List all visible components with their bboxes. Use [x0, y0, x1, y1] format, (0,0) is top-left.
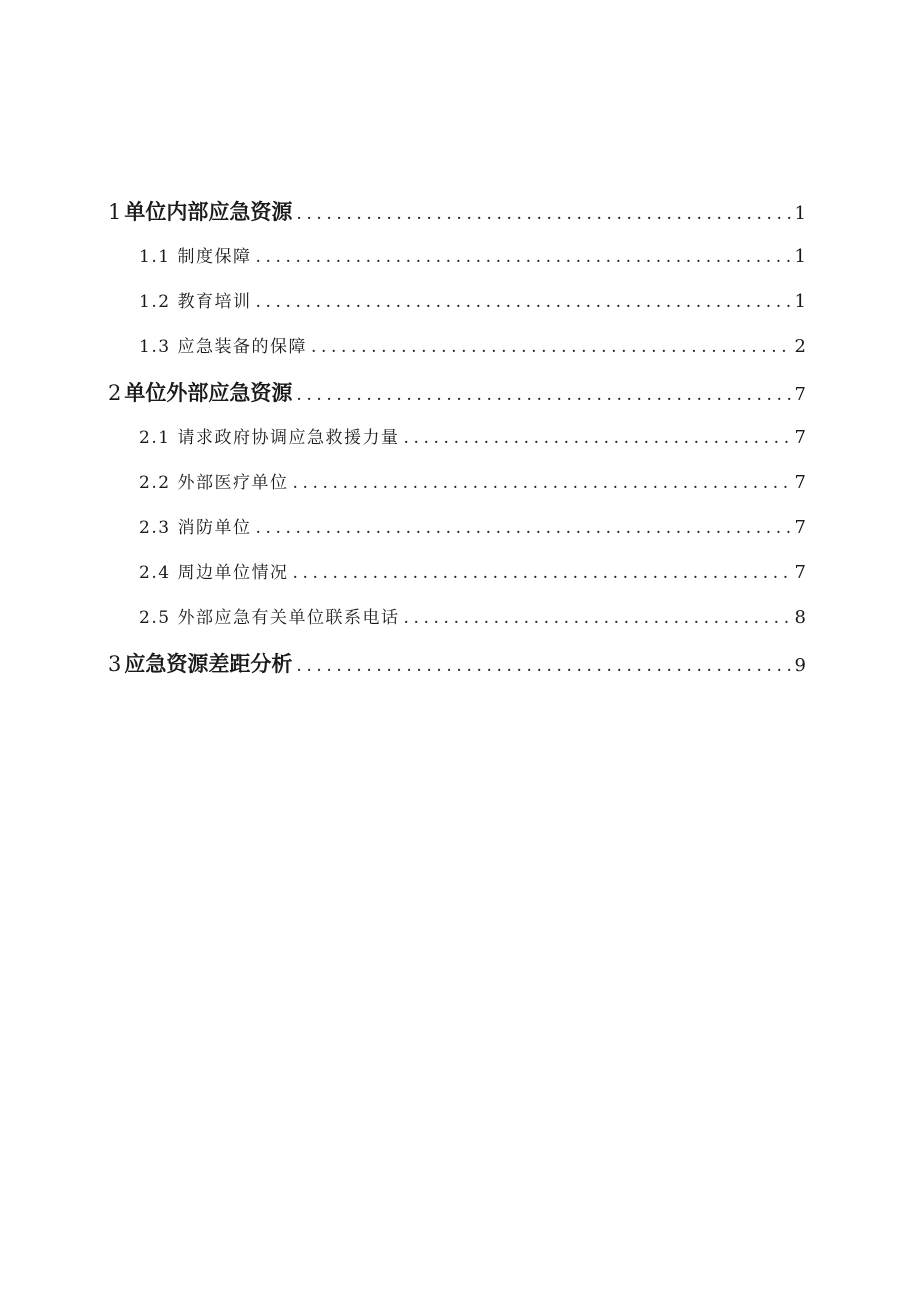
- toc-entry-2-4[interactable]: [108, 558, 806, 603]
- toc-entry-title: 外部医疗单位: [177, 473, 289, 493]
- dot-leader: [404, 428, 791, 448]
- toc-entry-title: 请求政府协调应急救援力量: [177, 428, 400, 448]
- dot-leader: [296, 204, 790, 224]
- toc-entry-title: 应急装备的保障: [177, 337, 308, 357]
- toc-entry-number: 2.3: [139, 518, 171, 538]
- toc-entry-page: 7: [794, 562, 806, 583]
- toc-entry-3[interactable]: [108, 648, 806, 694]
- toc-entry-number: 2: [108, 381, 122, 405]
- dot-leader: [311, 337, 791, 357]
- toc-entry-page: 1: [794, 203, 806, 224]
- toc-entry-title: 周边单位情况: [177, 563, 289, 583]
- toc-entry-2-2[interactable]: [108, 468, 806, 513]
- toc-entry-page: 7: [794, 472, 806, 493]
- toc-entry-title: 消防单位: [177, 518, 252, 538]
- toc-entry-1-1[interactable]: [108, 242, 806, 287]
- toc-entry-number: 2.1: [139, 428, 171, 448]
- toc-entry-number: 1: [108, 200, 122, 224]
- toc-entry-2-5[interactable]: [108, 603, 806, 648]
- toc-entry-2-3[interactable]: [108, 513, 806, 558]
- table-of-contents: [108, 196, 806, 694]
- toc-entry-page: 7: [794, 427, 806, 448]
- toc-entry-page: 1: [794, 291, 806, 312]
- dot-leader: [296, 656, 790, 676]
- toc-entry-page: 7: [794, 517, 806, 538]
- toc-entry-number: 1.2: [139, 292, 171, 312]
- toc-entry-page: 2: [794, 336, 806, 357]
- toc-entry-number: 3: [108, 652, 122, 676]
- toc-entry-page: 7: [794, 384, 806, 405]
- dot-leader: [293, 563, 791, 583]
- dot-leader: [256, 247, 791, 267]
- toc-entry-title: 应急资源差距分析: [124, 651, 293, 676]
- toc-entry-title: 制度保障: [177, 247, 252, 267]
- toc-entry-number: 1.1: [139, 247, 171, 267]
- toc-entry-number: 2.4: [139, 563, 171, 583]
- toc-entry-number: 2.2: [139, 473, 171, 493]
- toc-entry-1-2[interactable]: [108, 287, 806, 332]
- toc-entry-title: 单位内部应急资源: [124, 199, 293, 224]
- toc-entry-2-1[interactable]: [108, 423, 806, 468]
- toc-entry-page: 1: [794, 246, 806, 267]
- dot-leader: [256, 292, 791, 312]
- toc-entry-2[interactable]: [108, 377, 806, 423]
- toc-entry-1[interactable]: [108, 196, 806, 242]
- toc-entry-page: 8: [794, 607, 806, 628]
- toc-entry-page: 9: [794, 655, 806, 676]
- dot-leader: [296, 385, 790, 405]
- dot-leader: [293, 473, 791, 493]
- dot-leader: [404, 608, 791, 628]
- toc-entry-number: 1.3: [139, 337, 171, 357]
- toc-entry-title: 外部应急有关单位联系电话: [177, 608, 400, 628]
- toc-entry-1-3[interactable]: [108, 332, 806, 377]
- dot-leader: [256, 518, 791, 538]
- toc-entry-title: 教育培训: [177, 292, 252, 312]
- toc-entry-number: 2.5: [139, 608, 171, 628]
- toc-entry-title: 单位外部应急资源: [124, 380, 293, 405]
